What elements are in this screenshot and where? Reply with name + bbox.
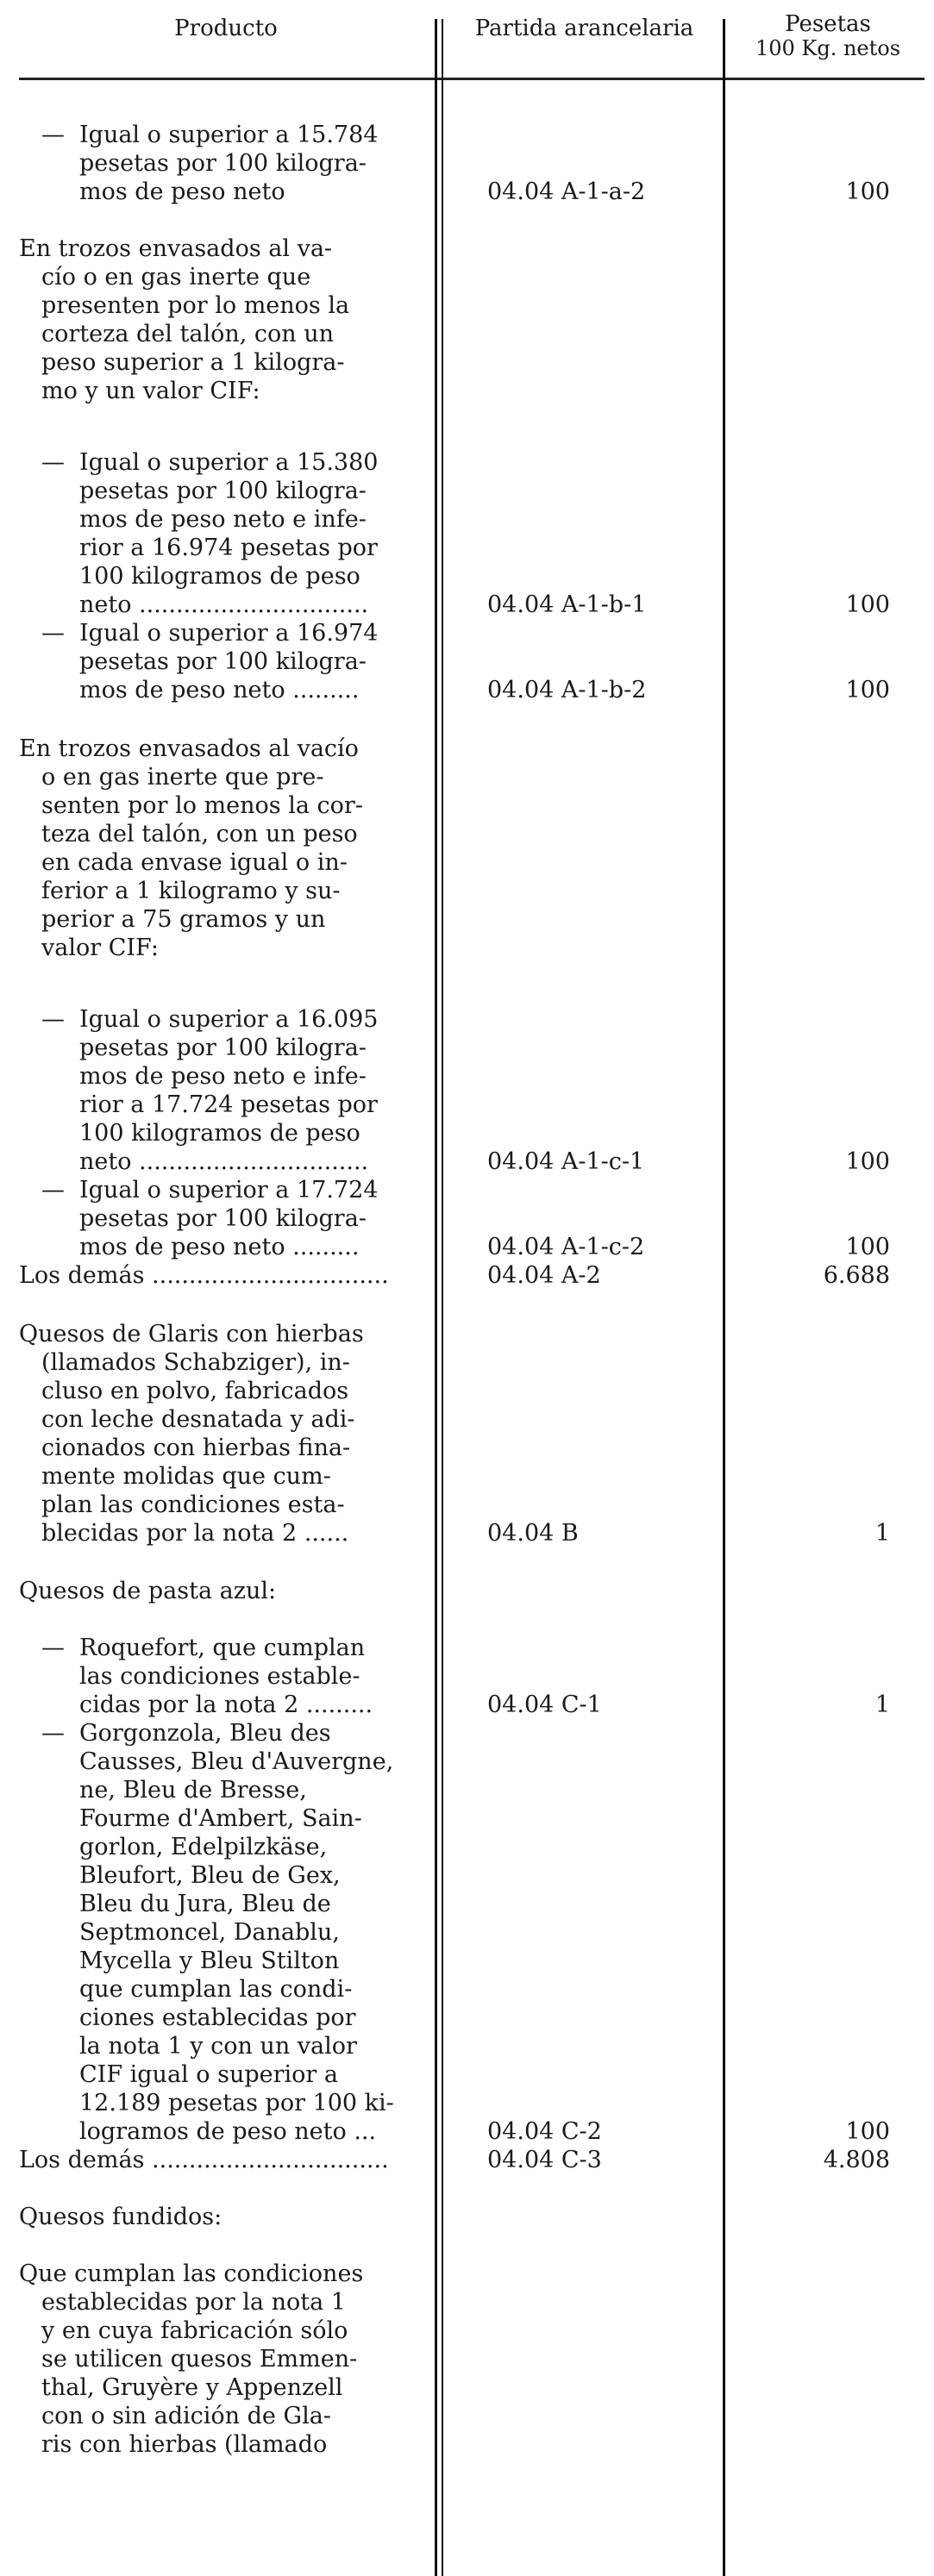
text-line: Gorgonzola, Bleu des bbox=[79, 1720, 331, 1747]
row-text bbox=[19, 1320, 424, 1547]
item-dash: — bbox=[41, 1635, 65, 1661]
row-text bbox=[79, 1719, 424, 2146]
text-line: logramos de peso neto ... bbox=[79, 2118, 377, 2145]
header-pesetas-unit: 100 Kg. netos bbox=[755, 36, 901, 60]
text-line: valor CIF: bbox=[41, 935, 159, 961]
text-line: Bleufort, Bleu de Gex, bbox=[79, 1862, 341, 1889]
item-dash: — bbox=[41, 620, 65, 647]
text-line: mente molidas que cum- bbox=[41, 1463, 331, 1490]
text-line: mos de peso neto ......... bbox=[79, 677, 360, 703]
text-line: cidas por la nota 2 ......... bbox=[79, 1691, 373, 1718]
pesetas-value: 100 bbox=[845, 1148, 890, 1175]
row-text bbox=[79, 1005, 424, 1176]
text-line: Igual o superior a 15.784 bbox=[79, 122, 379, 148]
row-text bbox=[79, 121, 424, 206]
column-rule-left bbox=[435, 19, 437, 2576]
text-line: corteza del talón, con un bbox=[41, 321, 335, 347]
pesetas-value: 100 bbox=[845, 178, 890, 205]
row-text bbox=[19, 2203, 424, 2231]
partida-value: 04.04 A-1-c-2 bbox=[487, 1234, 645, 1260]
column-rule-left-inner bbox=[442, 19, 443, 2576]
pesetas-value: 1 bbox=[874, 1520, 890, 1547]
text-line: o en gas inerte que pre- bbox=[41, 764, 324, 791]
text-line: rior a 17.724 pesetas por bbox=[79, 1091, 378, 1118]
text-line: 12.189 pesetas por 100 ki- bbox=[79, 2090, 394, 2116]
row-text bbox=[19, 234, 424, 405]
text-line: mos de peso neto ......... bbox=[79, 1234, 360, 1260]
text-line: con o sin adición de Gla- bbox=[41, 2403, 331, 2429]
text-line: Quesos de Glaris con hierbas bbox=[19, 1321, 364, 1347]
text-line: neto ............................... bbox=[79, 1148, 369, 1175]
text-line: peso superior a 1 kilogra- bbox=[41, 349, 345, 376]
text-line: establecidas por la nota 1 bbox=[41, 2289, 346, 2316]
header-pesetas bbox=[729, 12, 927, 95]
text-line: En trozos envasados al va- bbox=[19, 235, 333, 262]
text-line: y en cuya fabricación sólo bbox=[41, 2317, 348, 2344]
text-line: CIF igual o superior a bbox=[79, 2061, 338, 2088]
text-line: ne, Bleu de Bresse, bbox=[79, 1777, 307, 1804]
text-line: Igual o superior a 16.095 bbox=[79, 1006, 379, 1033]
text-line: neto ............................... bbox=[79, 591, 369, 618]
text-line: que cumplan las condi- bbox=[79, 1976, 353, 2003]
text-line: teza del talón, con un peso bbox=[41, 821, 358, 847]
text-line: Septmoncel, Danablu, bbox=[79, 1919, 340, 1946]
text-line: Causses, Bleu d'Auvergne, bbox=[79, 1748, 394, 1775]
text-line: pesetas por 100 kilogra- bbox=[79, 1205, 367, 1232]
text-line: Igual o superior a 15.380 bbox=[79, 449, 379, 476]
text-line: ferior a 1 kilogramo y su- bbox=[41, 878, 341, 904]
column-rule-right bbox=[723, 19, 725, 2576]
text-line: perior a 75 gramos y un bbox=[41, 906, 326, 933]
text-line: mos de peso neto e infe- bbox=[79, 506, 367, 533]
header-producto: Producto bbox=[174, 16, 278, 41]
text-line: 100 kilogramos de peso bbox=[79, 563, 360, 590]
row-text bbox=[79, 1634, 424, 1719]
item-dash: — bbox=[41, 1720, 65, 1747]
text-line: rior a 16.974 pesetas por bbox=[79, 535, 378, 561]
header-pesetas-label: Pesetas bbox=[785, 11, 871, 37]
row-text bbox=[19, 1261, 424, 1290]
row-text bbox=[19, 1577, 424, 1605]
row-text bbox=[79, 1176, 424, 1261]
text-line: se utilicen quesos Emmen- bbox=[41, 2346, 358, 2373]
text-line: Que cumplan las condiciones bbox=[19, 2260, 364, 2287]
text-line: con leche desnatada y adi- bbox=[41, 1406, 355, 1433]
pesetas-value: 6.688 bbox=[823, 1262, 890, 1289]
header-rule bbox=[19, 78, 925, 80]
item-dash: — bbox=[41, 1177, 65, 1204]
partida-value: 04.04 A-1-c-1 bbox=[487, 1148, 645, 1175]
partida-value: 04.04 B bbox=[487, 1520, 579, 1547]
item-dash: — bbox=[41, 122, 65, 148]
text-line: cluso en polvo, fabricados bbox=[41, 1378, 349, 1404]
text-line: Fourme d'Ambert, Sain- bbox=[79, 1805, 362, 1832]
text-line: pesetas por 100 kilogra- bbox=[79, 150, 367, 177]
text-line: thal, Gruyère y Appenzell bbox=[41, 2374, 343, 2401]
text-line: Quesos fundidos: bbox=[19, 2204, 223, 2230]
pesetas-value: 4.808 bbox=[823, 2147, 890, 2173]
text-line: ciones establecidas por bbox=[79, 2004, 356, 2031]
text-line: plan las condiciones esta- bbox=[41, 1491, 345, 1518]
row-text bbox=[79, 619, 424, 704]
text-line: mos de peso neto bbox=[79, 178, 285, 205]
text-line: (llamados Schabziger), in- bbox=[41, 1349, 350, 1376]
text-line: ris con hierbas (llamado bbox=[41, 2431, 328, 2458]
text-line: la nota 1 y con un valor bbox=[79, 2033, 357, 2060]
pesetas-value: 100 bbox=[845, 2118, 890, 2145]
pesetas-value: 100 bbox=[845, 1234, 890, 1260]
partida-value: 04.04 A-2 bbox=[487, 1262, 601, 1289]
text-line: Igual o superior a 17.724 bbox=[79, 1177, 379, 1204]
text-line: 100 kilogramos de peso bbox=[79, 1120, 360, 1147]
text-line: pesetas por 100 kilogra- bbox=[79, 648, 367, 675]
partida-value: 04.04 C-2 bbox=[487, 2118, 602, 2145]
text-line: En trozos envasados al vacío bbox=[19, 735, 359, 762]
text-line: senten por lo menos la cor- bbox=[41, 792, 363, 819]
text-line: Los demás ................................ bbox=[19, 1262, 389, 1289]
text-line: Mycella y Bleu Stilton bbox=[79, 1948, 340, 1974]
row-text bbox=[19, 2260, 424, 2459]
text-line: pesetas por 100 kilogra- bbox=[79, 478, 367, 504]
partida-value: 04.04 A-1-a-2 bbox=[487, 178, 646, 205]
partida-value: 04.04 A-1-b-2 bbox=[487, 677, 647, 703]
item-dash: — bbox=[41, 1006, 65, 1033]
text-line: blecidas por la nota 2 ...... bbox=[41, 1520, 349, 1547]
partida-value: 04.04 A-1-b-1 bbox=[487, 591, 647, 618]
pesetas-value: 100 bbox=[845, 591, 890, 618]
text-line: gorlon, Edelpilzkäse, bbox=[79, 1834, 328, 1860]
text-line: las condiciones estable- bbox=[79, 1663, 360, 1690]
row-text bbox=[19, 735, 424, 962]
row-text bbox=[19, 2146, 424, 2174]
pesetas-value: 100 bbox=[845, 677, 890, 703]
text-line: pesetas por 100 kilogra- bbox=[79, 1035, 367, 1061]
text-line: mo y un valor CIF: bbox=[41, 378, 260, 404]
text-line: mos de peso neto e infe- bbox=[79, 1063, 367, 1090]
text-line: cionados con hierbas fina- bbox=[41, 1435, 351, 1461]
text-line: Roquefort, que cumplan bbox=[79, 1635, 366, 1661]
text-line: Bleu du Jura, Bleu de bbox=[79, 1891, 331, 1917]
row-text bbox=[79, 448, 424, 619]
item-dash: — bbox=[41, 449, 65, 476]
partida-value: 04.04 C-3 bbox=[487, 2147, 602, 2173]
text-line: Igual o superior a 16.974 bbox=[79, 620, 379, 647]
text-line: en cada envase igual o in- bbox=[41, 849, 348, 876]
pesetas-value: 1 bbox=[874, 1691, 890, 1718]
header-partida-arancelaria: Partida arancelaria bbox=[474, 16, 694, 41]
partida-value: 04.04 C-1 bbox=[487, 1691, 602, 1718]
text-line: Quesos de pasta azul: bbox=[19, 1578, 277, 1604]
text-line: presenten por lo menos la bbox=[41, 292, 350, 319]
text-line: Los demás ................................ bbox=[19, 2147, 389, 2173]
text-line: cío o en gas inerte que bbox=[41, 264, 311, 291]
